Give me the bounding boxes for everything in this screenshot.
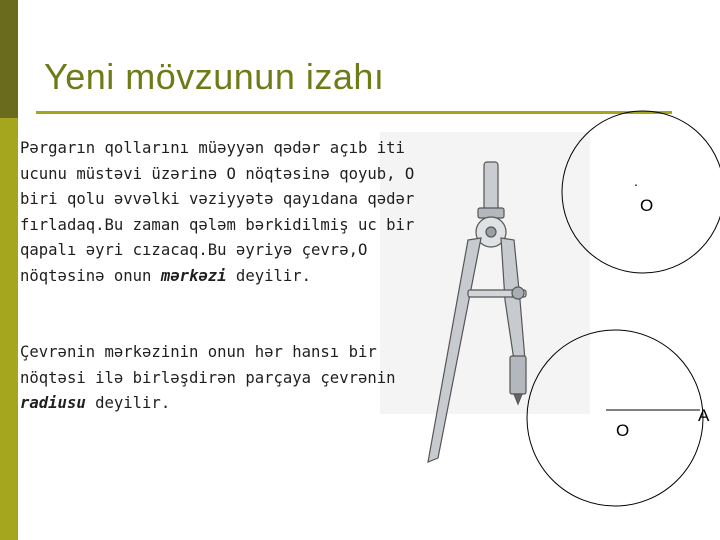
- circle-figure-1: [562, 111, 720, 273]
- center-label-o-1: O: [640, 196, 654, 215]
- paragraph2-ending: deyilir.: [85, 394, 171, 413]
- center-dot: .: [634, 173, 638, 189]
- circle-1: [562, 111, 720, 273]
- paragraph2-text: Çevrənin mərkəzinin onun hər hansı bir nöqtəsi ilə birləşdirən parçaya çevrənin: [20, 343, 396, 387]
- slide-title: Yeni mövzunun izahı: [44, 56, 385, 97]
- paragraph1-ending: deyilir.: [226, 266, 312, 285]
- circle-figure-2: [527, 330, 710, 506]
- point-label-a: A: [698, 406, 710, 425]
- term-center: mərkəzi: [160, 266, 227, 285]
- compass-icon: [428, 162, 526, 462]
- term-radius: radiusu: [20, 394, 86, 413]
- paragraph1-text: Pərgarın qollarını müəyyən qədər açıb iti ucunu müstəvi üzərinə O nöqtəsinə qoyub, O biri qolu əvvəlki vəziyyətə qayıdana qədər fırladaq.Bu zaman qələm bərkidilmiş uc bir qapalı əyri cızacaq.Bu əyriyə çevrə,O nöqtəsinə onun: [20, 139, 415, 285]
- center-label-o-2: O: [616, 421, 630, 440]
- circle-2: [527, 330, 703, 506]
